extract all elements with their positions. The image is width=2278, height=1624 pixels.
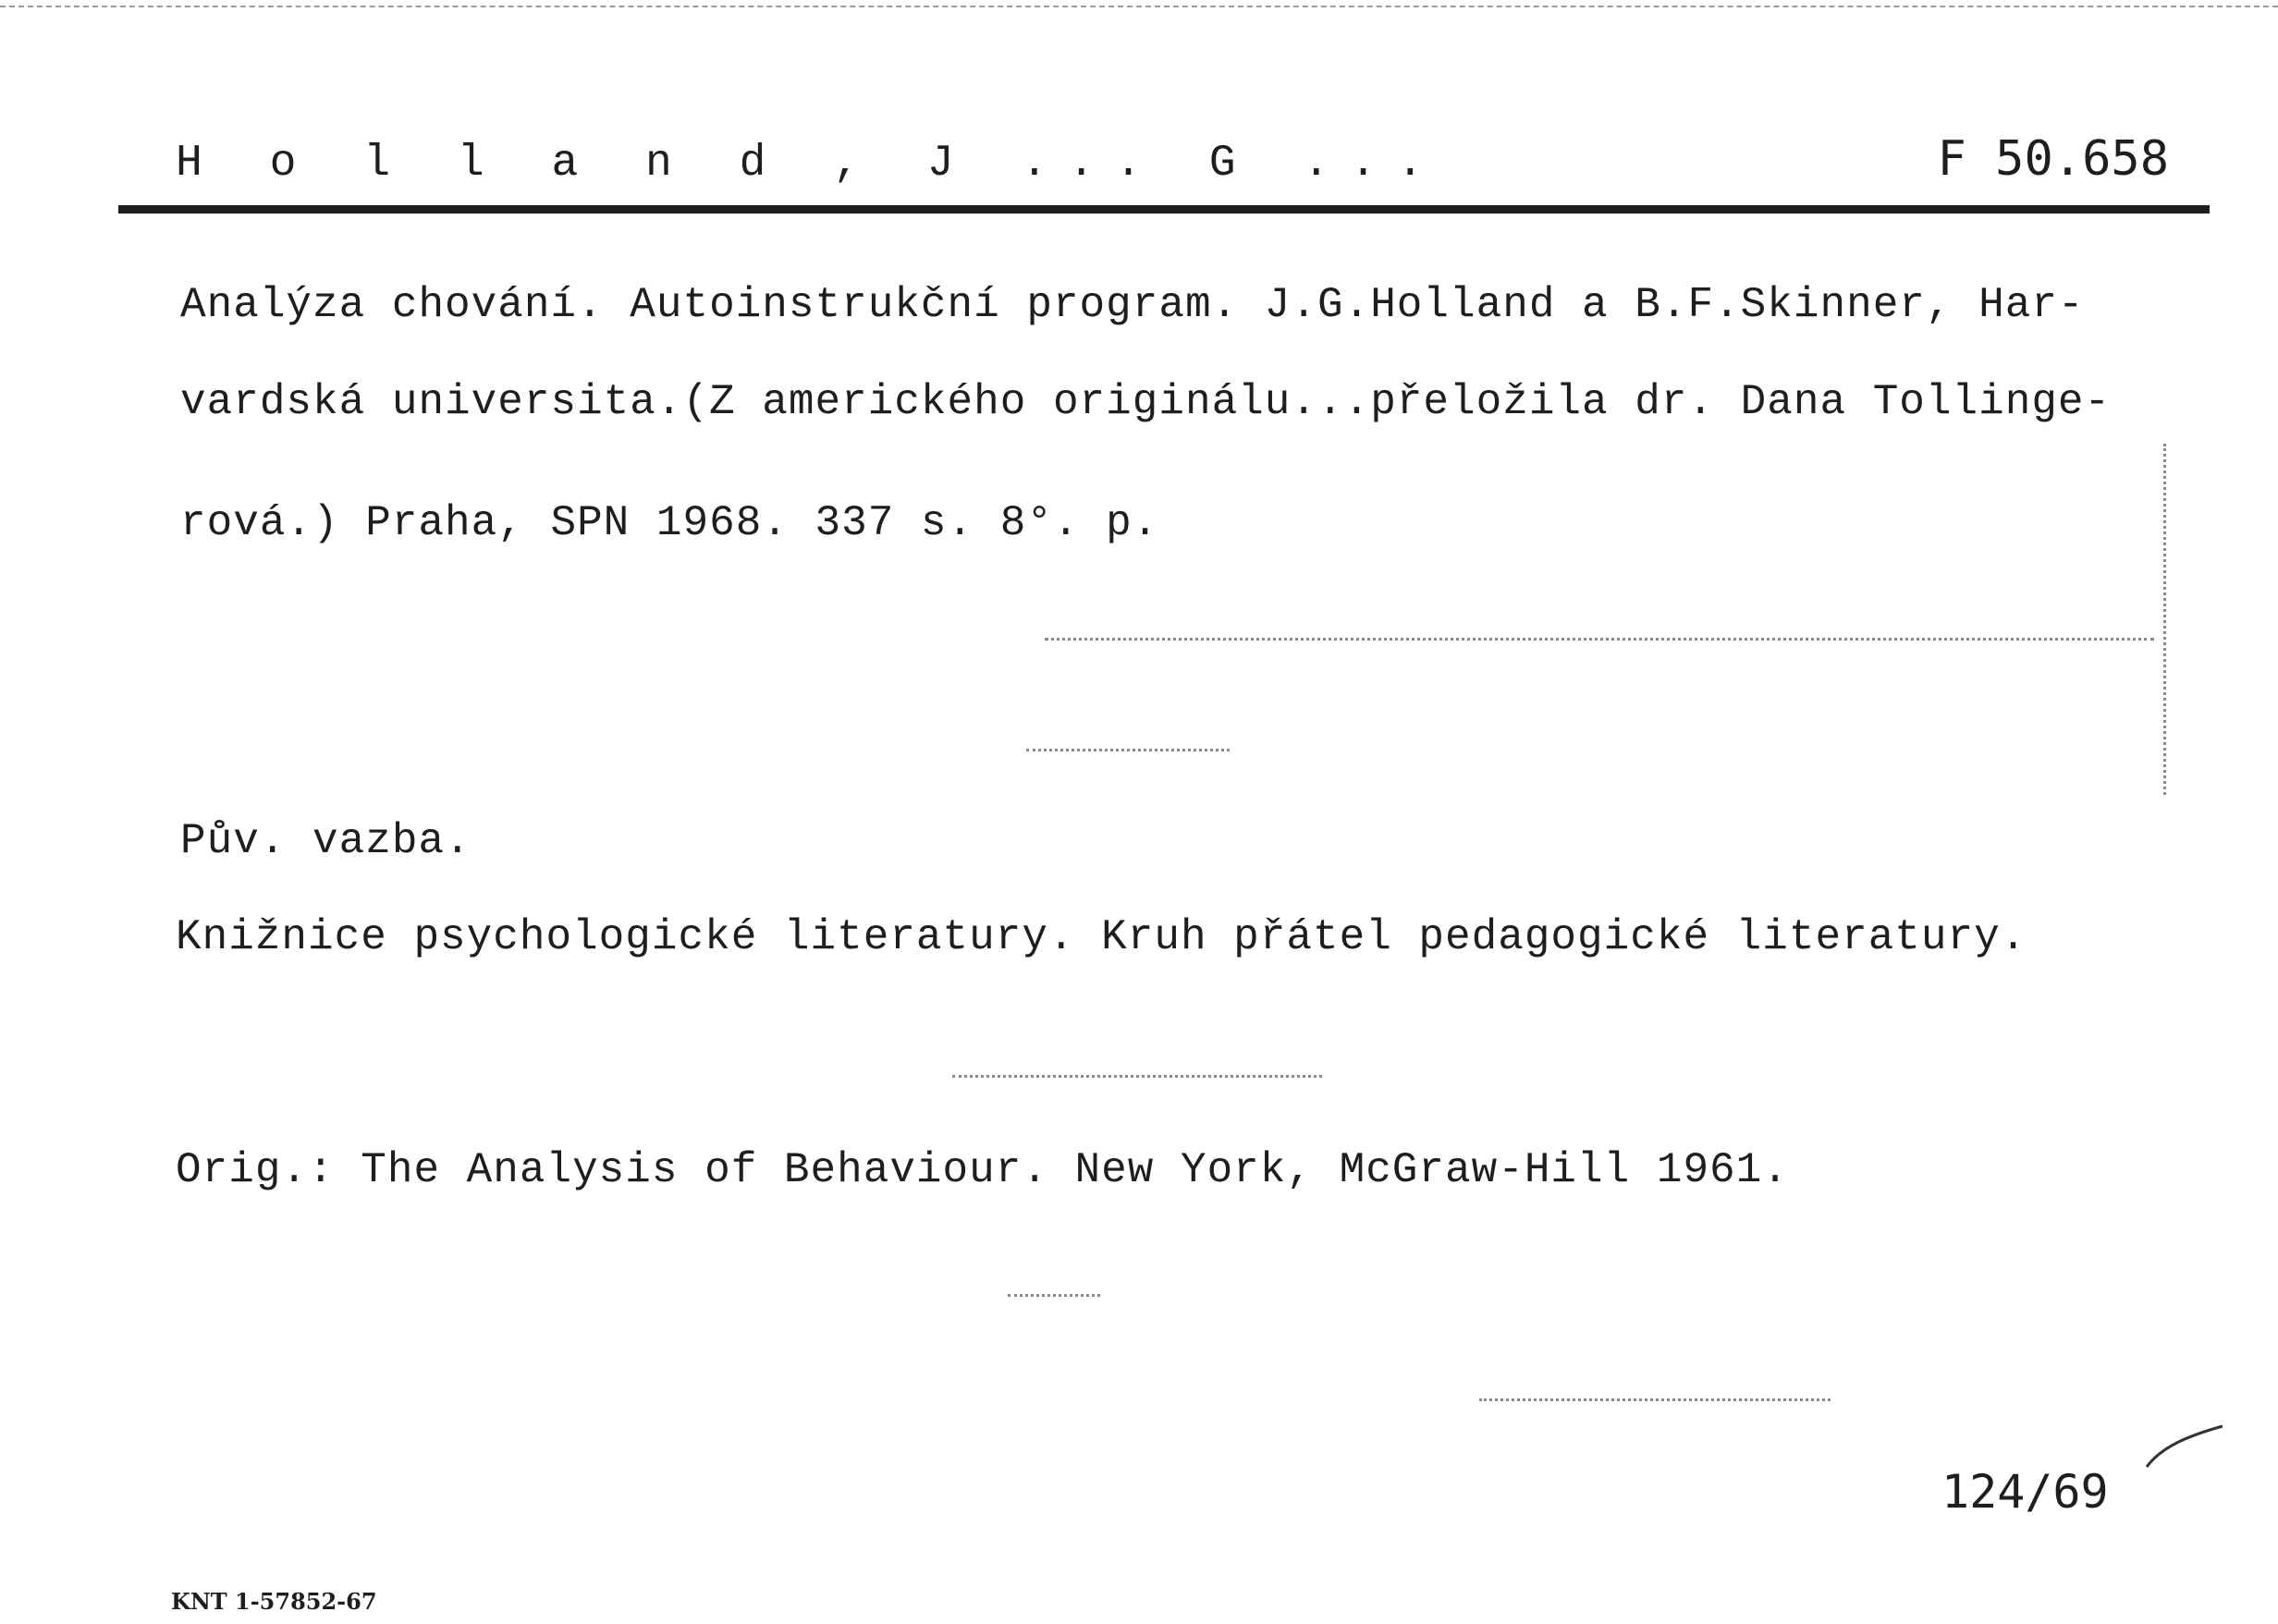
binding-note: Pův. vazba. [180,817,472,865]
top-edge-dashes [0,6,2278,9]
description-line-1: Analýza chování. Autoinstrukční program. J.G.Holland a B.F.Skinner, Har- [180,281,2085,329]
shelfmark: F 50.658 [1937,131,2169,187]
series-note: Knižnice psychologické literatury. Kruh přátel pedagogické literatury. [176,913,2027,961]
heading-rule [118,205,2210,214]
description-line-3: rová.) Praha, SPN 1968. 337 s. 8°. p. [180,499,1159,547]
dotted-guide [1026,749,1230,751]
dotted-guide [1008,1294,1100,1297]
description-line-2: vardská universita.(Z amerického originálu...přeložila dr. Dana Tollinge- [180,378,2112,426]
printer-code: KNT 1-57852-67 [171,1588,377,1615]
dotted-guide [1479,1398,1831,1401]
dotted-guide [952,1075,1322,1078]
dotted-guide [1045,638,2154,641]
vertical-dotted-guide [2163,444,2166,795]
inventory-number: 124/69 [1941,1465,2109,1519]
original-title-note: Orig.: The Analysis of Behaviour. New York, McGraw-Hill 1961. [176,1146,1789,1194]
pencil-tick-mark [2143,1419,2226,1474]
author-heading: H o l l a n d , J ... G ... [176,139,1444,189]
